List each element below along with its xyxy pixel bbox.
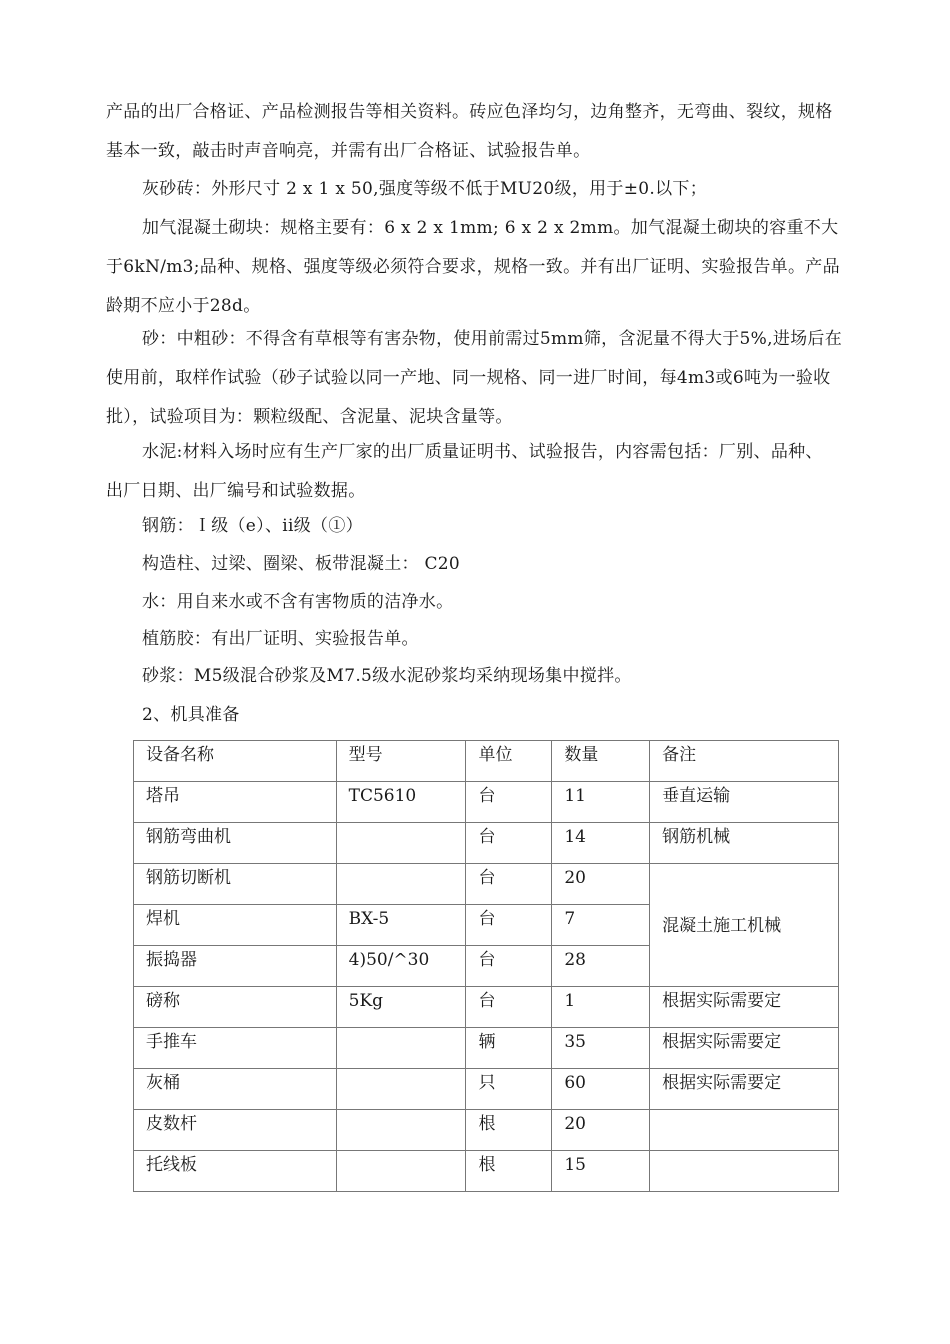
- table-row: [134, 782, 839, 823]
- text-line: 灰砂砖：外形尺寸 2 x 1 x 50,强度等级不低于MU20级，用于±0.以下；: [142, 179, 707, 199]
- cell-note: 根据实际需要定: [650, 987, 839, 1028]
- paragraph-sand: [106, 320, 871, 437]
- text-line: 产品的出厂合格证、产品检测报告等相关资料。砖应色泽均匀，边角整齐，无弯曲、裂纹，规格: [106, 102, 833, 122]
- text-line: 砂浆：M5级混合砂浆及M7.5级水泥砂浆均采纳现场集中搅拌。: [142, 666, 632, 686]
- cell-unit: 台: [466, 946, 552, 987]
- cell-unit: 台: [466, 864, 552, 905]
- text-line: 砂：中粗砂：不得含有草根等有害杂物，使用前需过5mm筛，含泥量不得大于5%,进场后在: [142, 329, 843, 349]
- cell-name: 钢筋切断机: [134, 864, 337, 905]
- cell-qty: 35: [552, 1028, 650, 1069]
- header-cell: 设备名称: [134, 741, 337, 782]
- equipment-table: [133, 740, 839, 1192]
- paragraph-concrete: [106, 545, 871, 584]
- cell-name: 磅称: [134, 987, 337, 1028]
- cell-note-merged: 混凝土施工机械: [650, 864, 839, 987]
- cell-name: 钢筋弯曲机: [134, 823, 337, 864]
- table-header-row: [134, 741, 839, 782]
- paragraph-rebar: [106, 507, 871, 546]
- cell-unit: 辆: [466, 1028, 552, 1069]
- paragraph-mortar: [106, 657, 871, 696]
- cell-note: 根据实际需要定: [650, 1028, 839, 1069]
- table-row: [134, 1110, 839, 1151]
- text-line: 基本一致，敲击时声音响亮，并需有出厂合格证、试验报告单。: [106, 141, 591, 161]
- text-line: 构造柱、过梁、圈梁、板带混凝土： C20: [142, 554, 461, 574]
- cell-model: 4)50/^30: [336, 946, 466, 987]
- text-line: 使用前，取样作试验（砂子试验以同一产地、同一规格、同一进厂时间，每4m3或6吨为一验收: [106, 368, 831, 388]
- cell-note: 垂直运输: [650, 782, 839, 823]
- cell-model: 5Kg: [336, 987, 466, 1028]
- paragraph-aerated-block: [106, 209, 871, 326]
- text-line: 2、机具准备: [142, 705, 240, 725]
- header-cell: 数量: [552, 741, 650, 782]
- cell-model: [336, 1110, 466, 1151]
- cell-model: [336, 1028, 466, 1069]
- cell-name: 手推车: [134, 1028, 337, 1069]
- cell-model: TC5610: [336, 782, 466, 823]
- table-row: [134, 823, 839, 864]
- paragraph-water: [106, 583, 871, 622]
- cell-model: [336, 1151, 466, 1192]
- cell-model: [336, 823, 466, 864]
- cell-qty: 28: [552, 946, 650, 987]
- text-line: 水：用自来水或不含有害物质的洁净水。: [142, 592, 454, 612]
- cell-note: 根据实际需要定: [650, 1069, 839, 1110]
- table-row: [134, 1151, 839, 1192]
- cell-qty: 60: [552, 1069, 650, 1110]
- text-line: 于6kN/m3;品种、规格、强度等级必须符合要求，规格一致。并有出厂证明、实验报告单。产品: [106, 257, 840, 277]
- table-row: [134, 1028, 839, 1069]
- paragraph-anchor-glue: [106, 620, 871, 659]
- cell-qty: 15: [552, 1151, 650, 1192]
- table-row: [134, 987, 839, 1028]
- cell-model: [336, 1069, 466, 1110]
- cell-name: 托线板: [134, 1151, 337, 1192]
- cell-name: 灰桶: [134, 1069, 337, 1110]
- cell-note: [650, 1110, 839, 1151]
- cell-unit: 台: [466, 782, 552, 823]
- cell-model: [336, 864, 466, 905]
- cell-qty: 11: [552, 782, 650, 823]
- text-line: 批），试验项目为：颗粒级配、含泥量、泥块含量等。: [106, 407, 513, 427]
- text-line: 钢筋：Ｉ级（e）、ii级（①）: [142, 516, 363, 536]
- cell-qty: 14: [552, 823, 650, 864]
- header-cell: 型号: [336, 741, 466, 782]
- cell-unit: 台: [466, 905, 552, 946]
- table-row: [134, 864, 839, 905]
- cell-qty: 20: [552, 1110, 650, 1151]
- text-line: 龄期不应小于28d。: [106, 296, 261, 316]
- cell-unit: 根: [466, 1110, 552, 1151]
- cell-note: [650, 1151, 839, 1192]
- header-cell: 单位: [466, 741, 552, 782]
- text-line: 加气混凝土砌块：规格主要有：6 x 2 x 1mm; 6 x 2 x 2mm。加气混凝土砌块的容重不大: [142, 218, 839, 238]
- text-line: 出厂日期、出厂编号和试验数据。: [106, 481, 366, 501]
- cell-qty: 1: [552, 987, 650, 1028]
- paragraph-brick-certificates: [106, 93, 871, 171]
- cell-qty: 7: [552, 905, 650, 946]
- cell-unit: 根: [466, 1151, 552, 1192]
- paragraph-lime-sand-brick: [106, 170, 871, 209]
- header-cell: 备注: [650, 741, 839, 782]
- cell-name: 塔吊: [134, 782, 337, 823]
- cell-name: 焊机: [134, 905, 337, 946]
- cell-qty: 20: [552, 864, 650, 905]
- cell-unit: 台: [466, 987, 552, 1028]
- cell-model: BX-5: [336, 905, 466, 946]
- cell-unit: 只: [466, 1069, 552, 1110]
- table-row: [134, 1069, 839, 1110]
- cell-note: 钢筋机械: [650, 823, 839, 864]
- paragraph-cement: [106, 433, 871, 511]
- cell-unit: 台: [466, 823, 552, 864]
- text-line: 植筋胶：有出厂证明、实验报告单。: [142, 629, 419, 649]
- text-line: 水泥:材料入场时应有生产厂家的出厂质量证明书、试验报告，内容需包括：厂别、品种、: [142, 442, 823, 462]
- cell-name: 振捣器: [134, 946, 337, 987]
- section-heading-equipment: [106, 696, 871, 735]
- cell-name: 皮数杆: [134, 1110, 337, 1151]
